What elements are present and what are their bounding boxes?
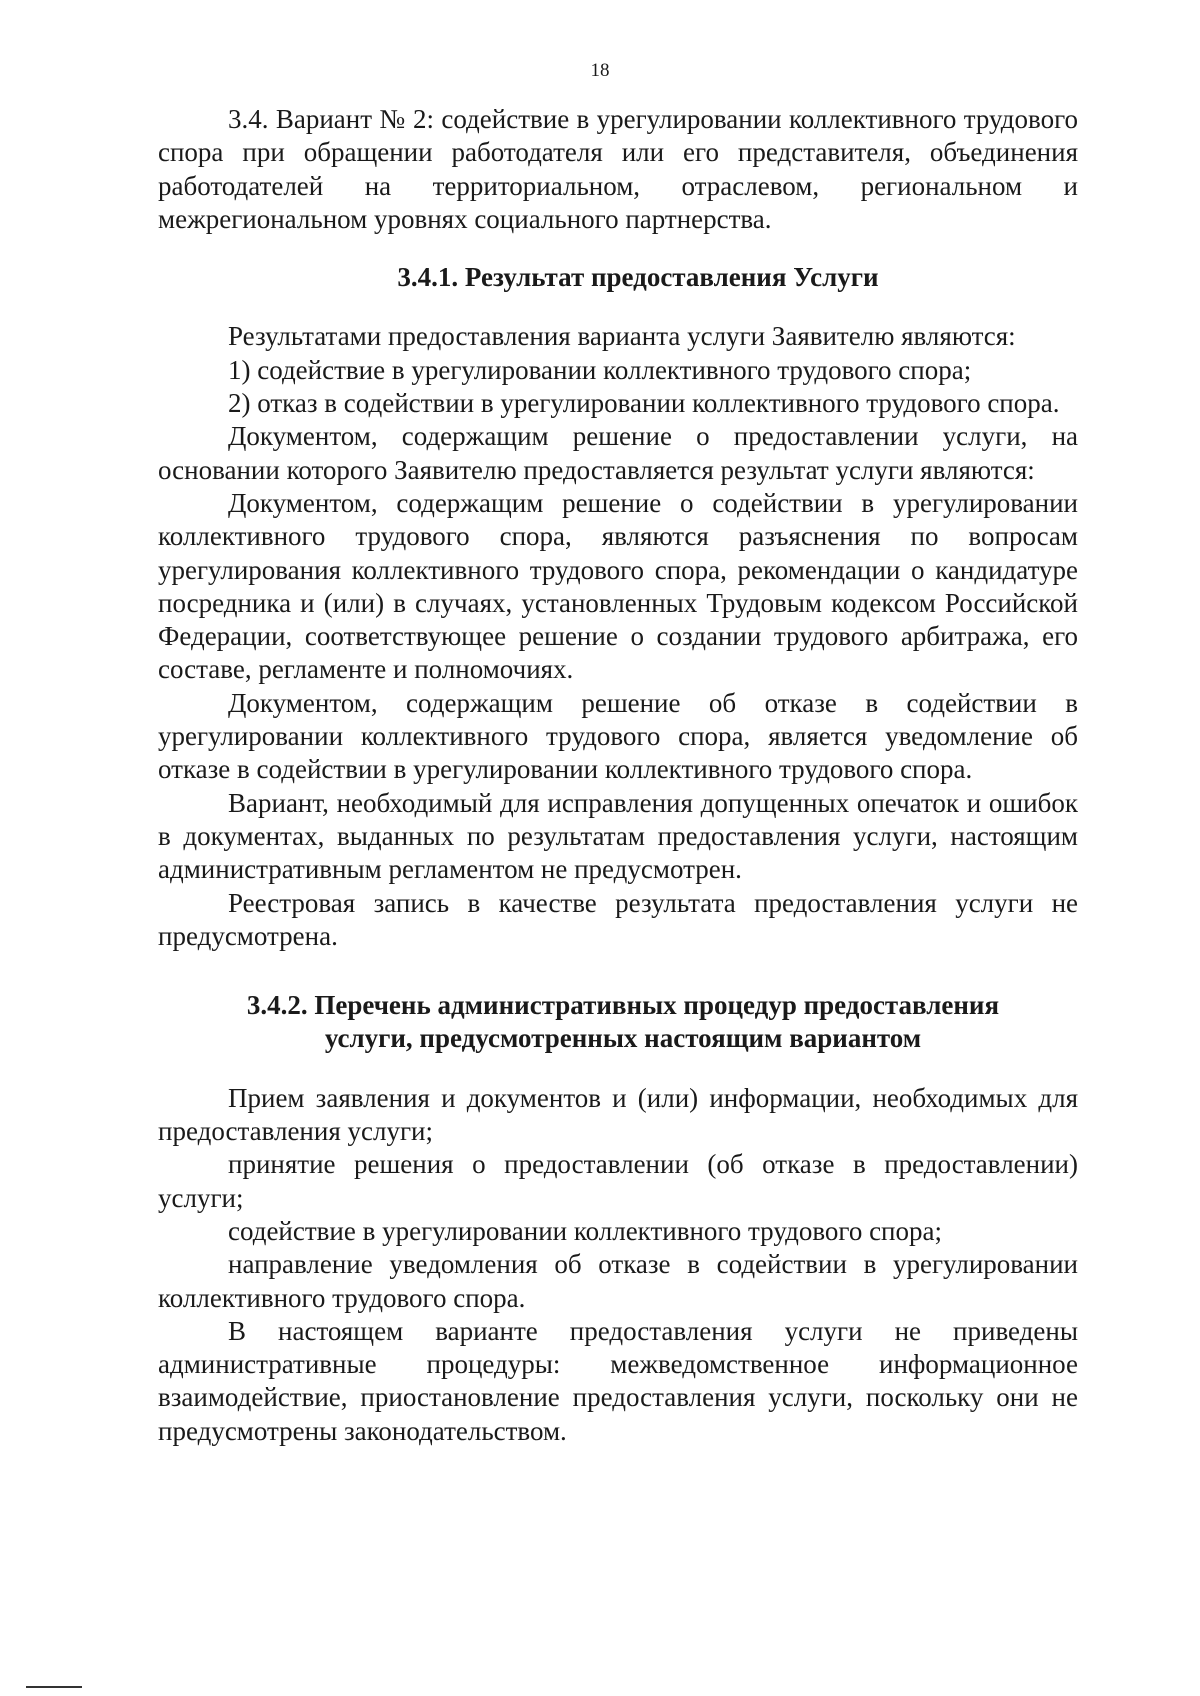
paragraph: Вариант, необходимый для исправления допущенных опечаток и ошибок в документах, выданных по результатам предоставления услуги, настоящим административным регламентом не предусмотрен.: [158, 787, 1078, 885]
section-3-4-1-heading: 3.4.1. Результат предоставления Услуги: [397, 262, 879, 293]
heading-line-1: 3.4.2. Перечень административных процедур предоставления: [246, 990, 1000, 1021]
list-item: 2) отказ в содействии в урегулировании коллективного трудового спора.: [228, 388, 1060, 419]
paragraph: Прием заявления и документов и (или) информации, необходимых для предоставления услуги;: [158, 1082, 1078, 1147]
list-item: 1) содействие в урегулировании коллективного трудового спора;: [228, 354, 972, 385]
paragraph: принятие решения о предоставлении (об отказе в предоставлении) услуги;: [158, 1149, 1078, 1213]
page-number: 18: [590, 60, 610, 81]
paragraph: Документом, содержащим решение об отказе в содействии в урегулировании коллективного трудового спора, является уведомление об отказе в содействии в урегулировании коллективного трудового спора.: [158, 687, 1078, 785]
paragraph: Документом, содержащим решение о предоставлении услуги, на основании которого Заявителю предоставляется результат услуги являются:: [158, 421, 1078, 485]
paragraph: Документом, содержащим решение о содействии в урегулировании коллективного трудового спора, являются разъяснения по вопросам урегулирования коллективного трудового спора, рекомендации о кандидатуре посредника и (или) в случаях, установленных Трудовым кодексом Российской Федерации, соответствующее решение о создании трудового арбитража, его составе, регламенте и полномочиях.: [158, 487, 1078, 685]
paragraph: Результатами предоставления варианта услуги Заявителю являются:: [228, 321, 1016, 352]
paragraph: содействие в урегулировании коллективного трудового спора;: [228, 1215, 942, 1246]
footer-rule: [26, 1686, 82, 1688]
paragraph: В настоящем варианте предоставления услуги не приведены административные процедуры: межведомственное информационное взаимодействие, приостановление предоставления услуги, поскольку они не предусмотрены законодательством.: [158, 1315, 1078, 1446]
paragraph: направление уведомления об отказе в содействии в урегулировании коллективного трудового спора.: [158, 1249, 1078, 1313]
section-3-4-2-heading: [158, 989, 1078, 1056]
heading-line-2: услуги, предусмотренных настоящим вариантом: [324, 1023, 922, 1054]
document-body: [158, 103, 1078, 1448]
paragraph: Реестровая запись в качестве результата предоставления услуги не предусмотрена.: [158, 887, 1078, 951]
intro-paragraph: 3.4. Вариант № 2: содействие в урегулировании коллективного трудового спора при обращении работодателя или его представителя, объединения работодателей на территориальном, отраслевом, региональном и межрегиональном уровнях социального партнерства.: [158, 104, 1078, 234]
